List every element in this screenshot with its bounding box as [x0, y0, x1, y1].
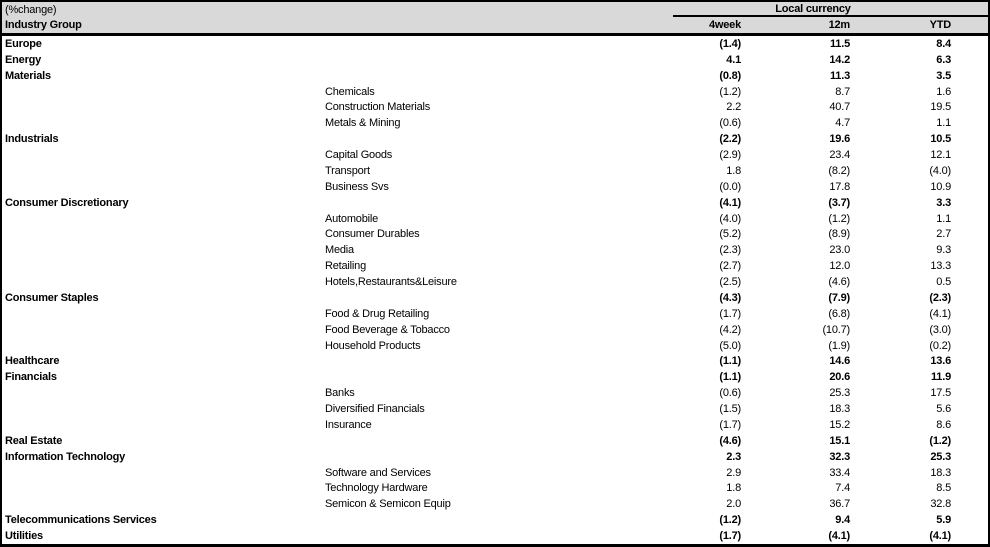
- table-row: [2, 290, 988, 306]
- row-label: Industrials: [5, 133, 59, 146]
- row-label: Consumer Staples: [5, 291, 99, 304]
- cell-12m: 11.3: [829, 69, 850, 82]
- table-row: [2, 481, 988, 497]
- cell-ytd: 8.6: [936, 418, 951, 431]
- cell-4week: (1.2): [719, 514, 741, 527]
- cell-12m: (10.7): [822, 323, 850, 336]
- cell-ytd: 19.5: [930, 101, 951, 114]
- cell-4week: (4.3): [719, 291, 741, 304]
- row-label: Financials: [5, 371, 57, 384]
- table-row: [2, 433, 988, 449]
- row-label: Food & Drug Retailing: [325, 307, 430, 320]
- cell-12m: (3.7): [828, 196, 850, 209]
- table-row: [2, 449, 988, 465]
- cell-12m: (4.1): [828, 530, 850, 543]
- row-label: Banks: [325, 387, 355, 400]
- cell-12m: 19.6: [829, 133, 850, 146]
- table-header-row-2: [2, 17, 988, 33]
- row-label: Software and Services: [325, 466, 431, 479]
- row-label: Automobile: [325, 212, 379, 225]
- row-label: Media: [325, 244, 354, 257]
- cell-12m: 7.4: [835, 482, 850, 495]
- table-row: [2, 52, 988, 68]
- table-body: [2, 36, 988, 544]
- table-row: [2, 115, 988, 131]
- cell-4week: 2.0: [726, 498, 741, 511]
- cell-ytd: (4.1): [929, 530, 951, 543]
- cell-12m: 33.4: [829, 466, 850, 479]
- table-row: [2, 274, 988, 290]
- table-row: [2, 36, 988, 52]
- cell-4week: 1.8: [726, 482, 741, 495]
- cell-ytd: 0.5: [936, 276, 951, 289]
- row-label: Diversified Financials: [325, 403, 425, 416]
- cell-12m: 25.3: [829, 387, 850, 400]
- cell-ytd: 1.6: [936, 85, 951, 98]
- table-header-row-1: [2, 2, 988, 17]
- industry-group-header: Industry Group: [5, 19, 82, 31]
- cell-12m: (7.9): [828, 291, 850, 304]
- cell-12m: 32.3: [829, 450, 850, 463]
- row-label: Energy: [5, 53, 42, 66]
- cell-12m: (6.8): [828, 307, 850, 320]
- row-label: Insurance: [325, 418, 372, 431]
- table-row: [2, 211, 988, 227]
- cell-4week: (0.0): [719, 180, 741, 193]
- cell-4week: 2.3: [726, 450, 741, 463]
- cell-4week: (2.7): [719, 260, 741, 273]
- cell-12m: 15.2: [829, 418, 850, 431]
- cell-4week: (0.6): [719, 387, 741, 400]
- cell-ytd: 13.6: [930, 355, 951, 368]
- cell-12m: 17.8: [829, 180, 850, 193]
- cell-4week: (0.6): [719, 117, 741, 130]
- cell-ytd: 3.3: [936, 196, 951, 209]
- table-row: [2, 195, 988, 211]
- row-label: Europe: [5, 37, 42, 50]
- row-label: Semicon & Semicon Equip: [325, 498, 451, 511]
- cell-ytd: (4.1): [929, 307, 951, 320]
- cell-ytd: 18.3: [930, 466, 951, 479]
- cell-4week: (5.2): [719, 228, 741, 241]
- row-label: Food Beverage & Tobacco: [325, 323, 450, 336]
- cell-4week: 4.1: [726, 53, 741, 66]
- cell-4week: (2.5): [719, 276, 741, 289]
- table-row: [2, 496, 988, 512]
- table-row: [2, 338, 988, 354]
- cell-ytd: 1.1: [936, 212, 951, 225]
- percent-change-label: (%change): [5, 3, 57, 16]
- cell-4week: (0.8): [719, 69, 741, 82]
- cell-12m: (1.2): [828, 212, 850, 225]
- local-currency-label: Local currency: [775, 2, 851, 15]
- cell-12m: 18.3: [829, 403, 850, 416]
- local-currency-group-header: [673, 2, 988, 17]
- cell-ytd: 1.1: [936, 117, 951, 130]
- cell-12m: 8.7: [835, 85, 850, 98]
- cell-4week: (4.2): [719, 323, 741, 336]
- row-label: Chemicals: [325, 85, 375, 98]
- row-label: Information Technology: [5, 450, 126, 463]
- cell-12m: (1.9): [828, 339, 850, 352]
- row-label: Real Estate: [5, 434, 63, 447]
- table-row: [2, 131, 988, 147]
- cell-ytd: 32.8: [930, 498, 951, 511]
- row-label: Consumer Discretionary: [5, 196, 129, 209]
- cell-4week: (1.1): [719, 371, 741, 384]
- cell-ytd: 2.7: [936, 228, 951, 241]
- cell-ytd: (2.3): [929, 291, 951, 304]
- cell-ytd: 5.9: [936, 514, 951, 527]
- cell-4week: (1.7): [719, 307, 741, 320]
- cell-12m: 14.6: [829, 355, 850, 368]
- table-row: [2, 465, 988, 481]
- cell-12m: 9.4: [835, 514, 850, 527]
- cell-4week: (1.7): [719, 530, 741, 543]
- table-row: [2, 512, 988, 528]
- cell-ytd: 6.3: [936, 53, 951, 66]
- cell-ytd: 3.5: [936, 69, 951, 82]
- cell-4week: (1.1): [719, 355, 741, 368]
- column-header-ytd: YTD: [929, 19, 951, 31]
- cell-4week: (5.0): [719, 339, 741, 352]
- table-row: [2, 68, 988, 84]
- cell-12m: (4.6): [828, 276, 850, 289]
- cell-12m: 40.7: [829, 101, 850, 114]
- cell-ytd: 8.4: [936, 37, 951, 50]
- table-row: [2, 401, 988, 417]
- row-label: Transport: [325, 164, 370, 177]
- cell-ytd: (1.2): [929, 434, 951, 447]
- cell-ytd: 5.6: [936, 403, 951, 416]
- cell-4week: (4.0): [719, 212, 741, 225]
- column-header-4week: 4week: [708, 19, 741, 31]
- cell-ytd: 13.3: [930, 260, 951, 273]
- table-row: [2, 354, 988, 370]
- cell-ytd: 17.5: [930, 387, 951, 400]
- cell-12m: 36.7: [829, 498, 850, 511]
- row-label: Construction Materials: [325, 101, 431, 114]
- cell-ytd: 25.3: [930, 450, 951, 463]
- table-row: [2, 179, 988, 195]
- row-label: Metals & Mining: [325, 117, 401, 130]
- row-label: Materials: [5, 69, 51, 82]
- cell-4week: (4.6): [719, 434, 741, 447]
- table-row: [2, 163, 988, 179]
- cell-4week: 2.2: [726, 101, 741, 114]
- cell-12m: 12.0: [829, 260, 850, 273]
- table-row: [2, 528, 988, 544]
- row-label: Household Products: [325, 339, 421, 352]
- cell-4week: (1.4): [719, 37, 741, 50]
- column-header-12m: 12m: [828, 19, 850, 31]
- table-row: [2, 84, 988, 100]
- cell-ytd: 10.9: [930, 180, 951, 193]
- cell-4week: (2.9): [719, 149, 741, 162]
- cell-4week: (2.3): [719, 244, 741, 257]
- row-label: Technology Hardware: [325, 482, 428, 495]
- cell-12m: (8.2): [828, 164, 850, 177]
- row-label: Capital Goods: [325, 149, 393, 162]
- row-label: Retailing: [325, 260, 367, 273]
- cell-12m: 23.4: [829, 149, 850, 162]
- cell-ytd: 10.5: [930, 133, 951, 146]
- cell-12m: 11.5: [829, 37, 850, 50]
- cell-12m: 4.7: [835, 117, 850, 130]
- row-label: Telecommunications Services: [5, 514, 157, 527]
- row-label: Consumer Durables: [325, 228, 420, 241]
- row-label: Utilities: [5, 530, 43, 543]
- table-row: [2, 417, 988, 433]
- row-label: Healthcare: [5, 355, 60, 368]
- table-row: [2, 242, 988, 258]
- table-row: [2, 385, 988, 401]
- cell-12m: 23.0: [829, 244, 850, 257]
- table-row: [2, 306, 988, 322]
- cell-ytd: 9.3: [936, 244, 951, 257]
- table-row: [2, 258, 988, 274]
- row-label: Hotels,Restaurants&Leisure: [325, 276, 457, 289]
- cell-4week: (1.5): [719, 403, 741, 416]
- table-row: [2, 227, 988, 243]
- row-label: Business Svs: [325, 180, 389, 193]
- table-row: [2, 147, 988, 163]
- cell-4week: (1.7): [719, 418, 741, 431]
- cell-4week: 1.8: [726, 164, 741, 177]
- cell-12m: 20.6: [829, 371, 850, 384]
- table-row: [2, 322, 988, 338]
- table-row: [2, 100, 988, 116]
- cell-4week: (2.2): [719, 133, 741, 146]
- cell-ytd: (4.0): [929, 164, 951, 177]
- cell-12m: (8.9): [828, 228, 850, 241]
- cell-4week: 2.9: [726, 466, 741, 479]
- table-row: [2, 369, 988, 385]
- cell-12m: 15.1: [829, 434, 850, 447]
- cell-ytd: 8.5: [936, 482, 951, 495]
- cell-ytd: 12.1: [930, 149, 951, 162]
- cell-ytd: 11.9: [930, 371, 951, 384]
- cell-4week: (1.2): [719, 85, 741, 98]
- cell-12m: 14.2: [829, 53, 850, 66]
- cell-ytd: (3.0): [929, 323, 951, 336]
- cell-ytd: (0.2): [929, 339, 951, 352]
- cell-4week: (4.1): [719, 196, 741, 209]
